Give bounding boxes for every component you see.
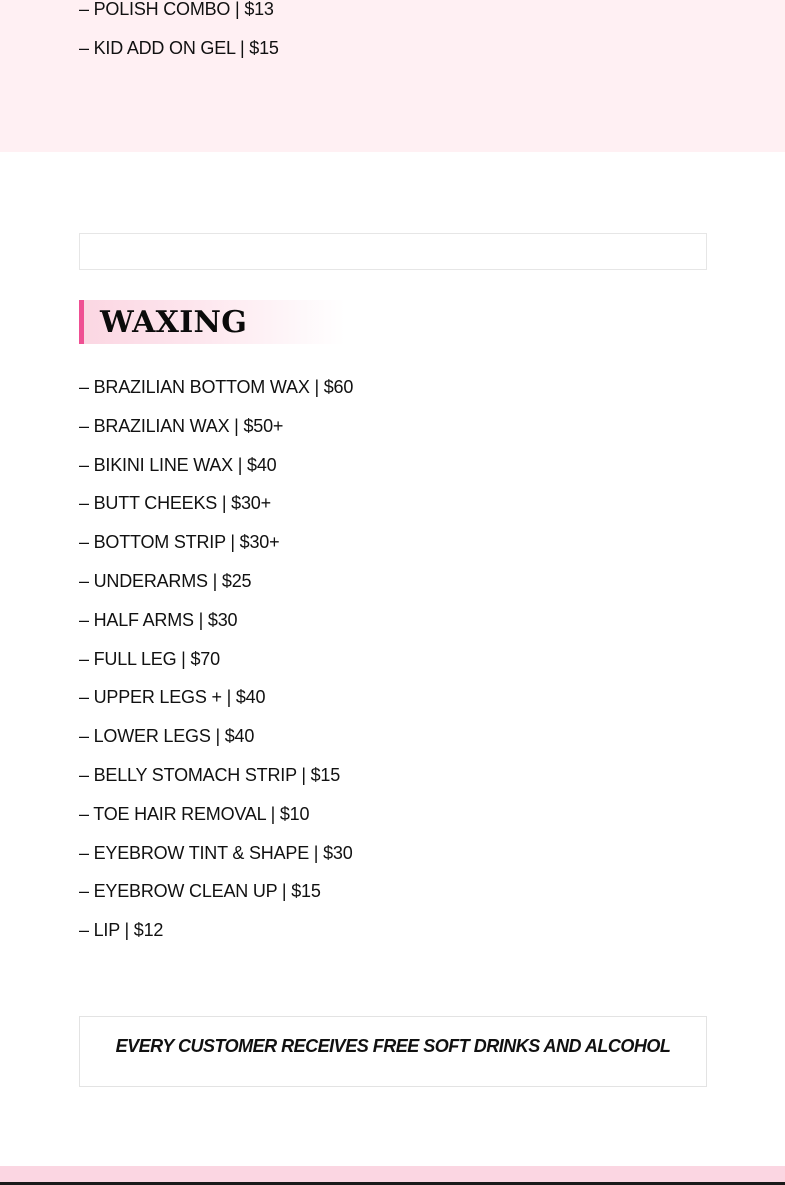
list-item: – POLISH COMBO | $13 bbox=[79, 0, 274, 19]
list-item: – TOE HAIR REMOVAL | $10 bbox=[79, 803, 310, 824]
list-item: – FULL LEG | $70 bbox=[79, 648, 220, 669]
section-title: WAXING bbox=[100, 305, 248, 340]
list-item: – BUTT CHEEKS | $30+ bbox=[79, 493, 271, 514]
list-item: – LOWER LEGS | $40 bbox=[79, 726, 255, 747]
heading-accent-bar bbox=[79, 300, 84, 344]
list-item: – BRAZILIAN BOTTOM WAX | $60 bbox=[79, 377, 354, 397]
free-drinks-notice: EVERY CUSTOMER RECEIVES FREE SOFT DRINKS AND ALCOHOL bbox=[115, 1036, 671, 1056]
list-item: – BELLY STOMACH STRIP | $15 bbox=[79, 764, 341, 785]
previous-section-band bbox=[0, 0, 785, 152]
list-item: – BOTTOM STRIP | $30+ bbox=[79, 532, 280, 553]
list-item: – KID ADD ON GEL | $15 bbox=[79, 38, 279, 58]
list-item: – UNDERARMS | $25 bbox=[79, 570, 252, 591]
empty-content-box bbox=[79, 233, 707, 270]
list-item: – LIP | $12 bbox=[79, 920, 164, 941]
list-item: – EYEBROW CLEAN UP | $15 bbox=[79, 881, 321, 902]
previous-service-list bbox=[79, 0, 279, 76]
list-item: – HALF ARMS | $30 bbox=[79, 609, 238, 630]
list-item: – EYEBROW TINT & SHAPE | $30 bbox=[79, 842, 353, 863]
list-item: – BRAZILIAN WAX | $50+ bbox=[79, 415, 284, 436]
list-item: – BIKINI LINE WAX | $40 bbox=[79, 454, 277, 475]
list-item: – UPPER LEGS + | $40 bbox=[79, 687, 266, 708]
footer-band bbox=[0, 1166, 785, 1185]
waxing-service-list bbox=[79, 376, 353, 958]
waxing-heading-block bbox=[79, 300, 359, 344]
notice-box bbox=[79, 1016, 707, 1087]
